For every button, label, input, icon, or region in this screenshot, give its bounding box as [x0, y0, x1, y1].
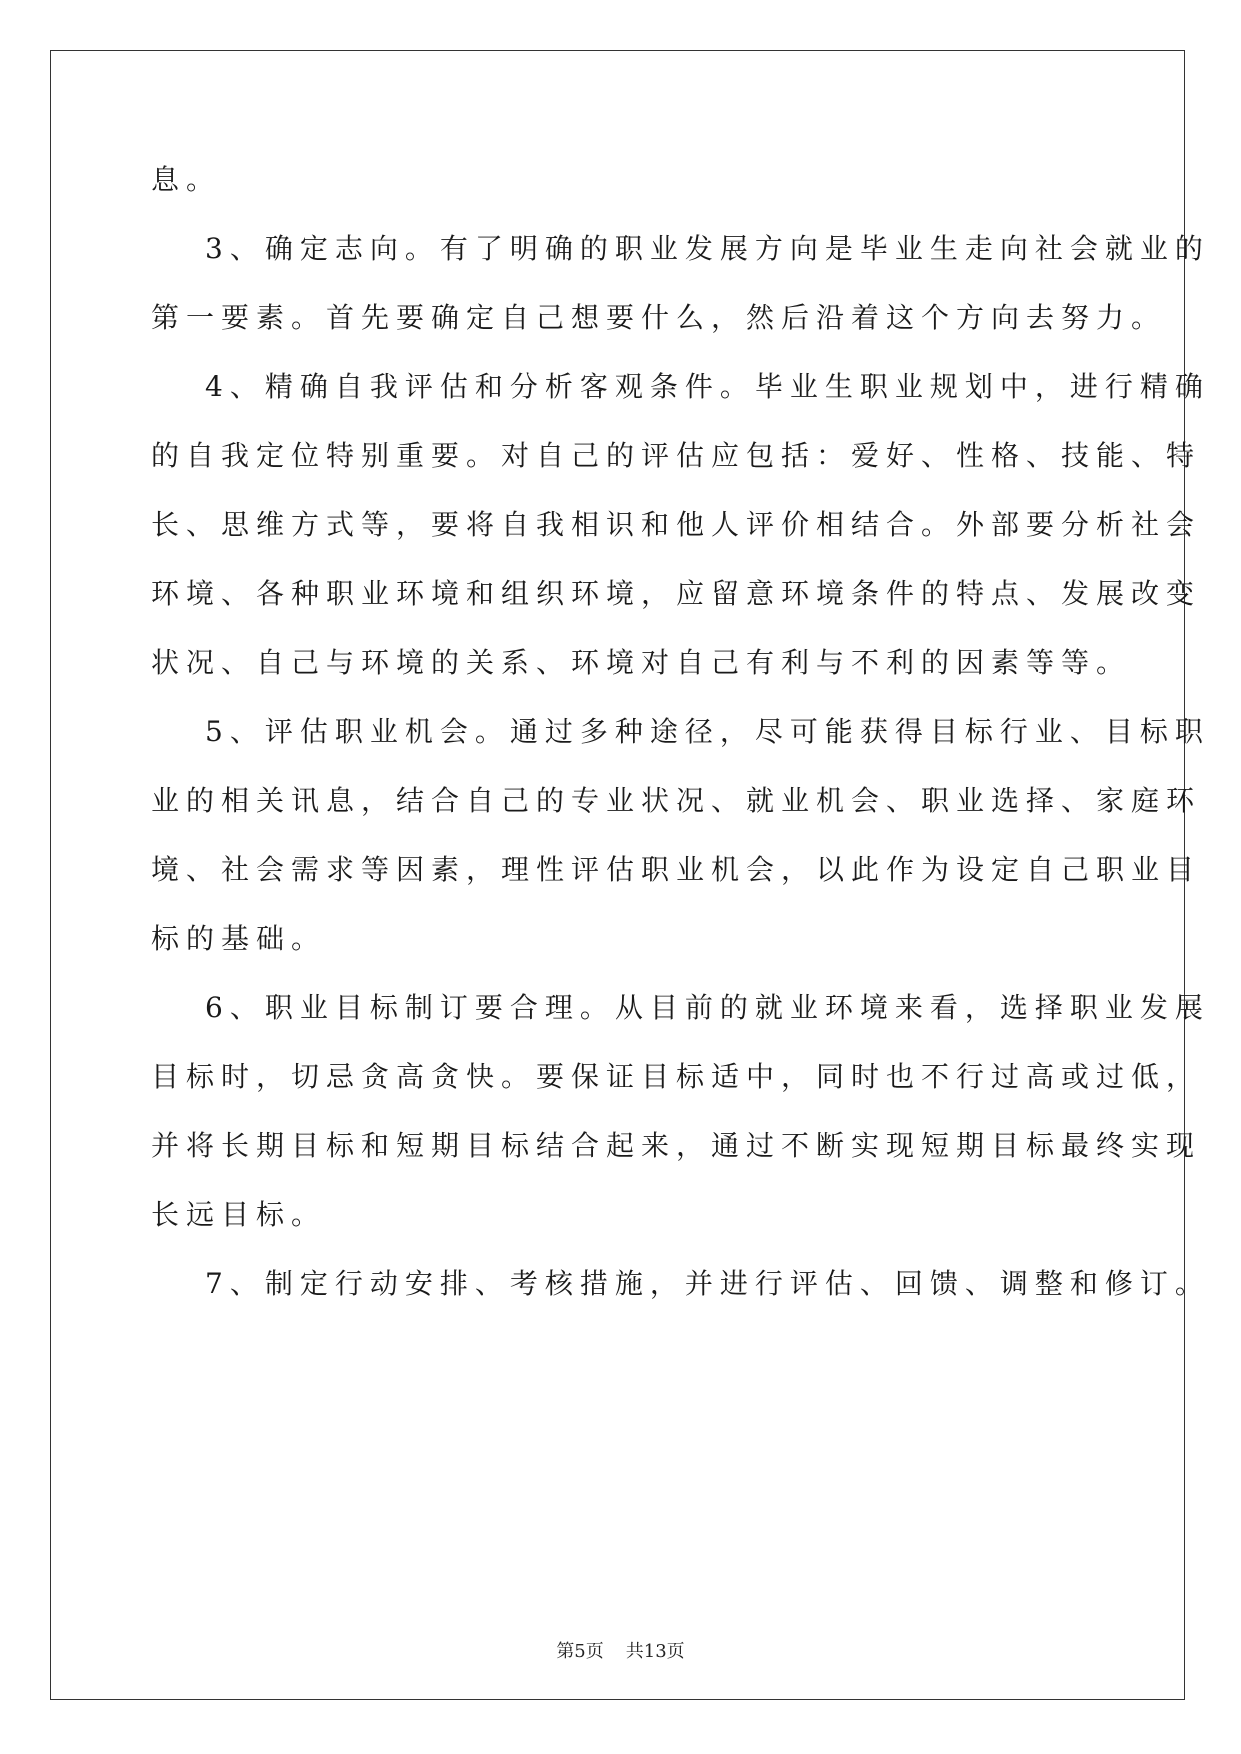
paragraph-7-line-1: 7、制定行动安排、考核措施，并进行评估、回馈、调整和修订。	[205, 1267, 1210, 1300]
paragraph-6-line-4: 长远目标。	[151, 1198, 327, 1231]
paragraph-4-line-3: 长、思维方式等，要将自我相识和他人评价相结合。外部要分析社会	[151, 508, 1202, 541]
paragraph-5-line-2: 业的相关讯息，结合自己的专业状况、就业机会、职业选择、家庭环	[151, 784, 1202, 817]
paragraph-4-line-5: 状况、自己与环境的关系、环境对自己有利与不利的因素等等。	[151, 646, 1132, 679]
paragraph-5-line-1: 5、评估职业机会。通过多种途径，尽可能获得目标行业、目标职	[205, 715, 1210, 748]
paragraph-4-line-1: 4、精确自我评估和分析客观条件。毕业生职业规划中，进行精确	[205, 370, 1210, 403]
paragraph-6-line-2: 目标时，切忌贪高贪快。要保证目标适中，同时也不行过高或过低，	[151, 1060, 1202, 1093]
paragraph-5-line-3: 境、社会需求等因素，理性评估职业机会，以此作为设定自己职业目	[151, 853, 1202, 886]
paragraph-3-line-2: 第一要素。首先要确定自己想要什么，然后沿着这个方向去努力。	[151, 301, 1167, 334]
paragraph-4-line-2: 的自我定位特别重要。对自己的评估应包括：爱好、性格、技能、特	[151, 439, 1202, 472]
paragraph-4-line-4: 环境、各种职业环境和组织环境，应留意环境条件的特点、发展改变	[151, 577, 1202, 610]
paragraph-6-line-3: 并将长期目标和短期目标结合起来，通过不断实现短期目标最终实现	[151, 1129, 1202, 1162]
text-line: 息。	[151, 163, 222, 196]
paragraph-5-line-4: 标的基础。	[151, 922, 327, 955]
paragraph-3-line-1: 3、确定志向。有了明确的职业发展方向是毕业生走向社会就业的	[205, 232, 1210, 265]
page-number: 第5页	[556, 1641, 604, 1662]
page-total: 共13页	[625, 1641, 685, 1662]
paragraph-6-line-1: 6、职业目标制订要合理。从目前的就业环境来看，选择职业发展	[205, 991, 1210, 1024]
page-footer	[0, 1640, 1241, 1664]
